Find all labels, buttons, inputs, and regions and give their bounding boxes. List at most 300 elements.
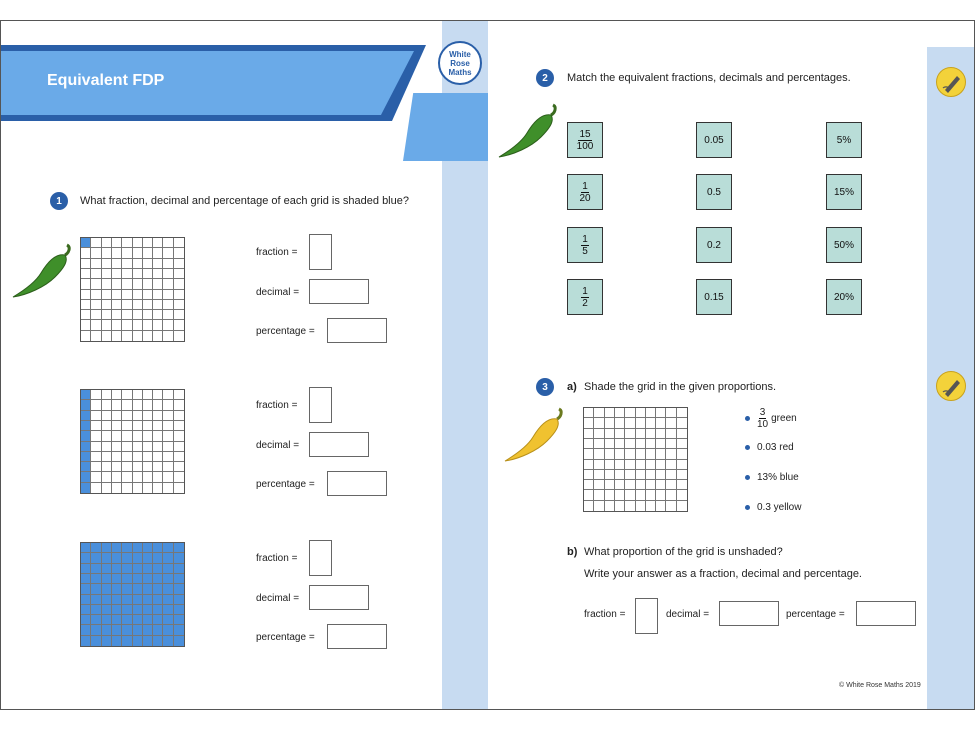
grid-cell <box>174 553 184 563</box>
grid-cell <box>102 279 112 289</box>
grid-cell <box>153 574 163 584</box>
grid-cell <box>584 460 594 470</box>
grid-cell <box>666 429 676 439</box>
grid-cell <box>656 449 666 459</box>
grid-cell <box>91 269 101 279</box>
part-b-label: b) <box>567 546 578 558</box>
grid-cell <box>102 390 112 400</box>
grid-cell <box>143 248 153 258</box>
grid-cell <box>102 615 112 625</box>
grid-cell <box>625 470 635 480</box>
grid-cell <box>636 418 646 428</box>
grid-cell <box>174 472 184 482</box>
grid-cell <box>81 248 91 258</box>
grid-cell <box>133 300 143 310</box>
fraction-denominator: 10 <box>757 419 769 430</box>
grid-cell <box>143 553 153 563</box>
grid-cell <box>584 408 594 418</box>
grid-cell <box>91 238 101 248</box>
grid-cell <box>122 248 132 258</box>
grid-cell <box>143 462 153 472</box>
grid-cell <box>677 449 687 459</box>
grid-cell <box>636 449 646 459</box>
grid-cell <box>81 269 91 279</box>
grid-cell <box>81 636 91 646</box>
grid-cell <box>91 421 101 431</box>
grid-cell <box>143 615 153 625</box>
grid-cell <box>91 331 101 341</box>
grid-cell <box>666 480 676 490</box>
grid-cell <box>605 429 615 439</box>
fraction-answer-box-1[interactable] <box>309 234 332 270</box>
grid-cell <box>122 595 132 605</box>
logo-line-1: White <box>449 49 471 59</box>
grid-cell <box>163 615 173 625</box>
grid-cell <box>133 625 143 635</box>
grid-cell <box>594 439 604 449</box>
grid-cell <box>133 553 143 563</box>
grid-cell <box>102 331 112 341</box>
grid-cell <box>174 390 184 400</box>
grid-cell <box>677 429 687 439</box>
grid-cell <box>112 584 122 594</box>
fraction-answer-box-3[interactable] <box>309 540 332 576</box>
grid-cell <box>81 574 91 584</box>
grid-cell <box>163 472 173 482</box>
grid-cell <box>605 408 615 418</box>
grid-cell <box>112 431 122 441</box>
grid-cell <box>605 449 615 459</box>
worksheet-spread <box>0 20 975 710</box>
grid-cell <box>174 300 184 310</box>
percentage-card-4[interactable]: 20% <box>826 279 862 315</box>
grid-cell <box>153 483 163 493</box>
grid-cell <box>677 501 687 511</box>
grid-cell <box>625 418 635 428</box>
grid-cell <box>625 449 635 459</box>
proportion-item-blue <box>745 472 799 483</box>
bullet-dot <box>745 416 750 421</box>
grid-cell <box>112 300 122 310</box>
q3-percentage-answer-box[interactable] <box>856 601 916 626</box>
grid-cell <box>584 429 594 439</box>
logo-line-2: Rose <box>450 58 470 68</box>
grid-cell <box>174 411 184 421</box>
fraction-card-1[interactable] <box>567 122 603 158</box>
grid-cell <box>163 431 173 441</box>
part-b-instruction: Write your answer as a fraction, decimal and percentage. <box>584 568 862 580</box>
grid-cell <box>133 615 143 625</box>
grid-cell <box>81 595 91 605</box>
grid-cell <box>133 483 143 493</box>
grid-cell <box>102 259 112 269</box>
grid-cell <box>153 421 163 431</box>
grid-cell <box>174 279 184 289</box>
question-3-number: 3 <box>536 378 554 396</box>
grid-cell <box>102 574 112 584</box>
percentage-label: percentage = <box>256 479 315 490</box>
grid-cell <box>133 331 143 341</box>
fraction-label: fraction = <box>584 609 626 620</box>
grid-cell <box>143 605 153 615</box>
question-1-number: 1 <box>50 192 68 210</box>
grid-cell <box>102 269 112 279</box>
grid-cell <box>91 300 101 310</box>
grid-cell <box>112 564 122 574</box>
grid-cell <box>102 462 112 472</box>
grid-cell <box>91 431 101 441</box>
grid-cell <box>122 472 132 482</box>
grid-cell <box>174 615 184 625</box>
grid-cell <box>133 431 143 441</box>
grid-cell <box>112 636 122 646</box>
grid-cell <box>143 421 153 431</box>
fraction-denominator: 2 <box>582 297 588 309</box>
grid-cell <box>163 310 173 320</box>
grid-cell <box>102 472 112 482</box>
grid-cell <box>122 584 132 594</box>
grid-cell <box>615 460 625 470</box>
grid-cell <box>174 636 184 646</box>
left-page <box>1 21 488 710</box>
grid-cell <box>646 408 656 418</box>
grid-cell <box>81 452 91 462</box>
grid-cell <box>594 429 604 439</box>
grid-cell <box>174 442 184 452</box>
decimal-answer-box-1[interactable] <box>309 279 369 304</box>
grid-cell <box>584 480 594 490</box>
grid-cell <box>153 300 163 310</box>
grid-cell <box>133 259 143 269</box>
grid-cell <box>153 290 163 300</box>
grid-cell <box>122 331 132 341</box>
q3-fraction-answer-box[interactable] <box>635 598 658 634</box>
fraction-numerator: 1 <box>582 285 588 297</box>
grid-cell <box>163 584 173 594</box>
decimal-answer-box-2[interactable] <box>309 432 369 457</box>
grid-cell <box>163 248 173 258</box>
yellow-pepper-icon <box>503 405 567 463</box>
grid-cell <box>143 431 153 441</box>
grid-cell <box>112 442 122 452</box>
grid-cell <box>143 636 153 646</box>
grid-cell <box>143 564 153 574</box>
grid-cell <box>81 411 91 421</box>
grid-cell <box>153 584 163 594</box>
grid-cell <box>594 418 604 428</box>
grid-cell <box>163 320 173 330</box>
grid-cell <box>153 390 163 400</box>
grid-cell <box>91 584 101 594</box>
grid-cell <box>102 483 112 493</box>
part-a-label: a) <box>567 381 577 393</box>
grid-cell <box>122 259 132 269</box>
grid-cell <box>636 408 646 418</box>
grid-cell <box>666 490 676 500</box>
grid-cell <box>143 259 153 269</box>
grid-cell <box>636 460 646 470</box>
grid-cell <box>153 331 163 341</box>
grid-cell <box>163 390 173 400</box>
grid-cell <box>174 543 184 553</box>
grid-cell <box>656 501 666 511</box>
grid-cell <box>163 543 173 553</box>
grid-cell <box>133 595 143 605</box>
grid-cell <box>153 636 163 646</box>
grid-cell <box>153 431 163 441</box>
percentage-answer-box-2[interactable] <box>327 471 387 496</box>
grid-cell <box>666 501 676 511</box>
grid-cell <box>91 605 101 615</box>
grid-cell <box>81 625 91 635</box>
grid-cell <box>122 300 132 310</box>
grid-cell <box>102 310 112 320</box>
grid-cell <box>163 421 173 431</box>
grid-cell <box>143 442 153 452</box>
grid-cell <box>122 564 132 574</box>
percentage-answer-box-3[interactable] <box>327 624 387 649</box>
grid-cell <box>102 595 112 605</box>
grid-cell <box>91 564 101 574</box>
pencil-icon <box>936 67 966 97</box>
proportion-text: 13% blue <box>757 472 799 483</box>
grid-cell <box>646 501 656 511</box>
grid-cell <box>112 625 122 635</box>
grid-cell <box>133 421 143 431</box>
grid-cell <box>112 390 122 400</box>
grid-cell <box>174 320 184 330</box>
grid-cell <box>163 300 173 310</box>
grid-cell <box>122 421 132 431</box>
grid-cell <box>133 543 143 553</box>
grid-cell <box>122 442 132 452</box>
grid-cell <box>122 625 132 635</box>
grid-cell <box>133 462 143 472</box>
grid-cell <box>174 625 184 635</box>
white-rose-logo <box>438 41 482 85</box>
grid-cell <box>584 439 594 449</box>
percentage-card-1[interactable]: 5% <box>826 122 862 158</box>
grid-cell <box>91 248 101 258</box>
grid-cell <box>143 300 153 310</box>
grid-cell <box>112 462 122 472</box>
proportion-text: green <box>771 413 797 424</box>
grid-cell <box>122 574 132 584</box>
grid-cell <box>636 480 646 490</box>
grid-cell <box>143 238 153 248</box>
decimal-label: decimal = <box>666 609 710 620</box>
fraction-label: fraction = <box>256 553 298 564</box>
grid-cell <box>584 490 594 500</box>
grid-cell <box>91 390 101 400</box>
part-b-prompt: What proportion of the grid is unshaded? <box>584 546 783 558</box>
grid-cell <box>605 490 615 500</box>
grid-cell <box>91 472 101 482</box>
grid-cell <box>163 452 173 462</box>
grid-cell <box>625 501 635 511</box>
grid-cell <box>91 574 101 584</box>
decimal-label: decimal = <box>256 287 300 298</box>
bullet-dot <box>745 505 750 510</box>
fraction-label: fraction = <box>256 400 298 411</box>
grid-cell <box>102 421 112 431</box>
grid-cell <box>122 553 132 563</box>
grid-cell <box>594 408 604 418</box>
green-pepper-icon <box>497 101 561 159</box>
grid-cell <box>91 400 101 410</box>
grid-cell <box>677 470 687 480</box>
grid-cell <box>163 462 173 472</box>
q3-decimal-answer-box[interactable] <box>719 601 779 626</box>
grid-cell <box>102 238 112 248</box>
grid-cell <box>625 480 635 490</box>
grid-cell <box>81 472 91 482</box>
grid-cell <box>112 279 122 289</box>
grid-cell <box>112 259 122 269</box>
grid-cell <box>133 320 143 330</box>
grid-cell <box>174 462 184 472</box>
grid-cell <box>625 439 635 449</box>
grid-cell <box>133 400 143 410</box>
q1-grid-2 <box>80 389 185 494</box>
grid-cell <box>153 543 163 553</box>
proportion-item-green <box>745 407 797 430</box>
grid-cell <box>163 331 173 341</box>
grid-cell <box>174 400 184 410</box>
right-page <box>488 21 975 710</box>
decimal-card-1[interactable]: 0.05 <box>696 122 732 158</box>
q3-grid[interactable] <box>583 407 688 512</box>
grid-cell <box>636 490 646 500</box>
grid-cell <box>174 269 184 279</box>
grid-cell <box>594 490 604 500</box>
percentage-card-3[interactable]: 50% <box>826 227 862 263</box>
grid-cell <box>102 584 112 594</box>
fraction-numerator: 15 <box>579 128 591 140</box>
grid-cell <box>594 470 604 480</box>
grid-cell <box>615 480 625 490</box>
grid-cell <box>91 411 101 421</box>
fraction-card-4[interactable] <box>567 279 603 315</box>
grid-cell <box>122 636 132 646</box>
grid-cell <box>677 408 687 418</box>
grid-cell <box>91 310 101 320</box>
grid-cell <box>656 460 666 470</box>
grid-cell <box>91 595 101 605</box>
grid-cell <box>163 259 173 269</box>
fraction-denominator: 5 <box>582 245 588 257</box>
grid-cell <box>143 543 153 553</box>
grid-cell <box>615 501 625 511</box>
grid-cell <box>163 574 173 584</box>
grid-cell <box>102 300 112 310</box>
grid-cell <box>174 452 184 462</box>
grid-cell <box>112 238 122 248</box>
grid-cell <box>174 248 184 258</box>
grid-cell <box>143 483 153 493</box>
grid-cell <box>81 290 91 300</box>
green-pepper-icon <box>11 241 75 299</box>
fraction-numerator: 3 <box>759 407 766 418</box>
fraction-answer-box-2[interactable] <box>309 387 332 423</box>
grid-cell <box>102 400 112 410</box>
grid-cell <box>91 290 101 300</box>
percentage-answer-box-1[interactable] <box>327 318 387 343</box>
grid-cell <box>81 605 91 615</box>
grid-cell <box>174 483 184 493</box>
grid-cell <box>81 483 91 493</box>
grid-cell <box>163 564 173 574</box>
grid-cell <box>153 279 163 289</box>
grid-cell <box>102 320 112 330</box>
grid-cell <box>174 605 184 615</box>
grid-cell <box>122 310 132 320</box>
fraction-numerator: 1 <box>582 233 588 245</box>
grid-cell <box>102 636 112 646</box>
grid-cell <box>102 431 112 441</box>
percentage-card-2[interactable]: 15% <box>826 174 862 210</box>
grid-cell <box>594 501 604 511</box>
grid-cell <box>584 418 594 428</box>
decimal-card-2[interactable]: 0.5 <box>696 174 732 210</box>
grid-cell <box>91 452 101 462</box>
grid-cell <box>605 501 615 511</box>
grid-cell <box>153 625 163 635</box>
grid-cell <box>112 605 122 615</box>
decimal-label: decimal = <box>256 593 300 604</box>
grid-cell <box>112 320 122 330</box>
grid-cell <box>102 564 112 574</box>
percentage-label: percentage = <box>256 632 315 643</box>
proportion-item-red <box>745 442 794 453</box>
grid-cell <box>102 290 112 300</box>
grid-cell <box>153 615 163 625</box>
grid-cell <box>153 442 163 452</box>
grid-cell <box>133 390 143 400</box>
decimal-answer-box-3[interactable] <box>309 585 369 610</box>
grid-cell <box>133 564 143 574</box>
grid-cell <box>143 595 153 605</box>
grid-cell <box>143 452 153 462</box>
grid-cell <box>163 553 173 563</box>
grid-cell <box>143 269 153 279</box>
decimal-card-4[interactable]: 0.15 <box>696 279 732 315</box>
grid-cell <box>112 543 122 553</box>
banner-corner-wedge <box>403 93 488 161</box>
grid-cell <box>646 470 656 480</box>
grid-cell <box>615 418 625 428</box>
fraction-card-3[interactable] <box>567 227 603 263</box>
grid-cell <box>81 310 91 320</box>
grid-cell <box>133 411 143 421</box>
grid-cell <box>133 605 143 615</box>
grid-cell <box>122 483 132 493</box>
grid-cell <box>615 490 625 500</box>
grid-cell <box>174 431 184 441</box>
grid-cell <box>122 400 132 410</box>
decimal-card-3[interactable]: 0.2 <box>696 227 732 263</box>
grid-cell <box>615 470 625 480</box>
grid-cell <box>605 439 615 449</box>
grid-cell <box>133 248 143 258</box>
grid-cell <box>163 290 173 300</box>
grid-cell <box>656 418 666 428</box>
grid-cell <box>153 553 163 563</box>
grid-cell <box>636 470 646 480</box>
grid-cell <box>122 238 132 248</box>
fraction-card-2[interactable] <box>567 174 603 210</box>
question-2-prompt: Match the equivalent fractions, decimals and percentages. <box>567 72 851 84</box>
